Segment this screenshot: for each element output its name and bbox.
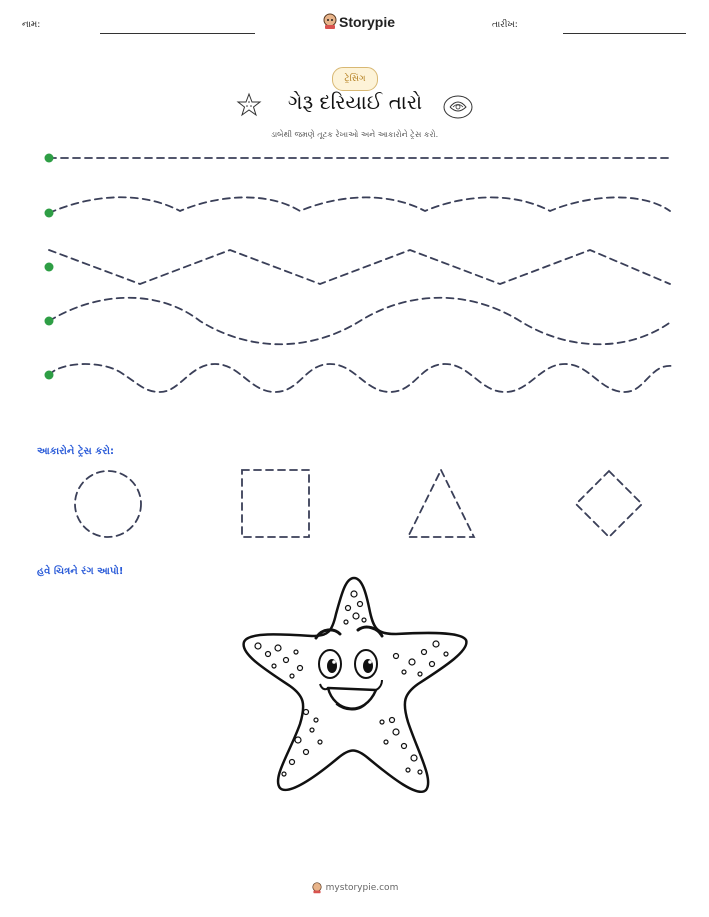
start-dot-5 bbox=[45, 371, 54, 380]
brand-logo bbox=[322, 13, 396, 31]
trace-diamond bbox=[576, 471, 642, 537]
start-dot-3 bbox=[45, 263, 54, 272]
page-title: ગેરૂ દરિયાઈ તારો bbox=[287, 90, 423, 114]
trace-square bbox=[242, 470, 309, 537]
mascot-icon bbox=[322, 13, 338, 30]
shapes-heading: આકારોને ટ્રેસ કરો: bbox=[37, 446, 114, 457]
footer-site[interactable]: mystorypie.com bbox=[325, 883, 399, 893]
shell-icon bbox=[442, 93, 474, 121]
starfish-coloring-image bbox=[236, 572, 476, 802]
trace-line-bumpy-wave bbox=[49, 364, 672, 392]
brand-name: Storypie bbox=[339, 14, 396, 30]
trace-line-wave bbox=[49, 298, 672, 345]
footer bbox=[0, 882, 709, 894]
coloring-heading: હવે ચિત્રને રંગ આપો! bbox=[37, 566, 124, 577]
starfish-outline-icon bbox=[236, 92, 262, 118]
trace-line-zigzag bbox=[49, 250, 670, 284]
start-dot-1 bbox=[45, 154, 54, 163]
start-dot-2 bbox=[45, 209, 54, 218]
tracing-badge: ટ્રેસિંગ bbox=[332, 67, 378, 91]
date-line[interactable] bbox=[563, 33, 686, 34]
trace-triangle bbox=[408, 470, 474, 537]
name-label: નામ: bbox=[22, 20, 41, 30]
name-line[interactable] bbox=[100, 33, 255, 34]
instructions-text: ડાબેથી જમણે તૂટક રેખાઓ અને આકારોને ટ્રેસ કરો. bbox=[270, 130, 439, 139]
start-dot-4 bbox=[45, 317, 54, 326]
trace-line-gentle-wave bbox=[49, 197, 670, 213]
date-label: તારીખ: bbox=[492, 20, 518, 30]
footer-mascot-icon bbox=[311, 882, 323, 894]
trace-circle bbox=[75, 471, 141, 537]
